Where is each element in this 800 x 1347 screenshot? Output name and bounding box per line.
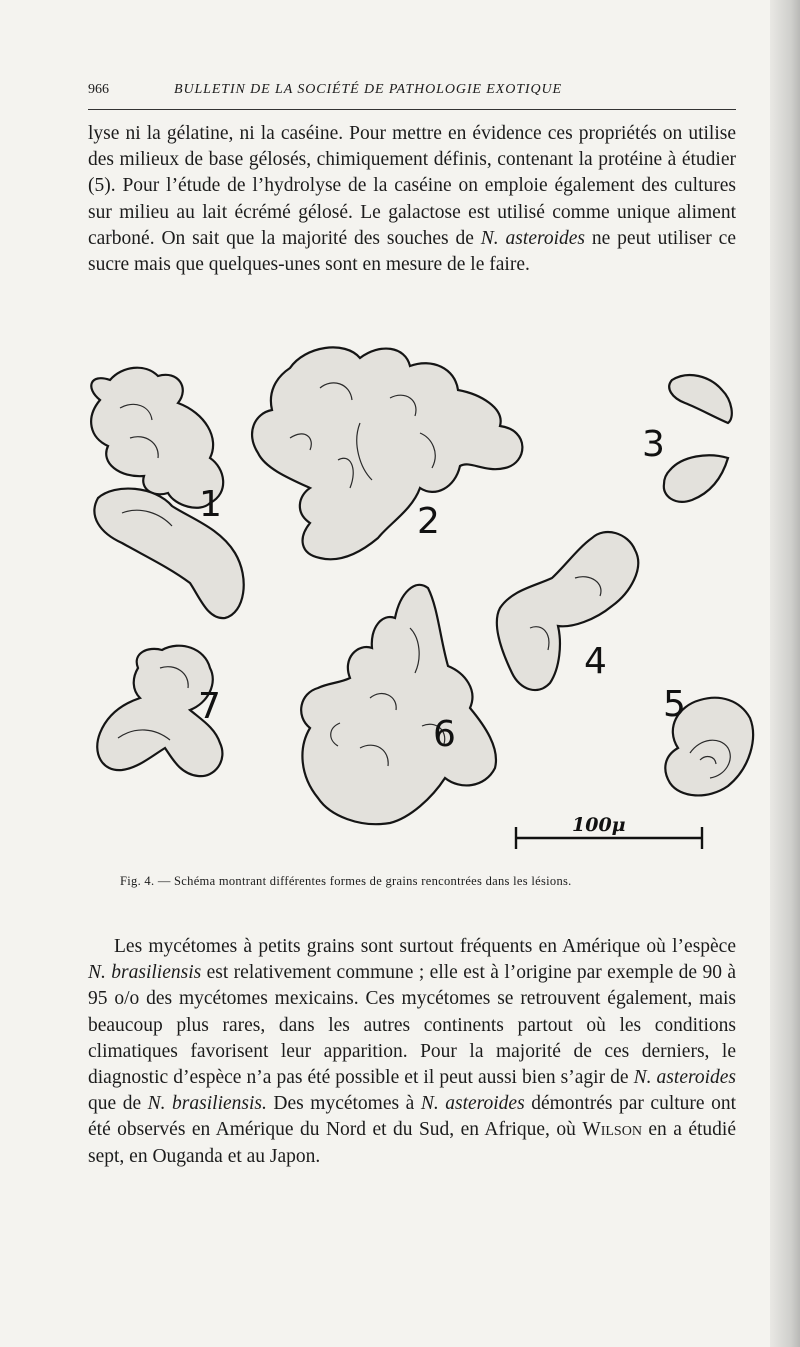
figure-caption: Fig. 4. — Schéma montrant différentes formes de grains rencontrées dans les lésions. bbox=[120, 874, 572, 888]
paragraph-bottom bbox=[88, 934, 736, 1170]
paragraph-top-text bbox=[88, 121, 736, 278]
figure-label-6: 6 bbox=[433, 714, 456, 755]
text-run: Les mycétomes à petits grains sont surtout fréquents en Amérique où l’espèce bbox=[114, 936, 736, 957]
figure-label-1: 1 bbox=[199, 484, 222, 525]
figure-label-4: 4 bbox=[584, 641, 607, 682]
paragraph-top bbox=[88, 121, 736, 278]
grain-4 bbox=[497, 532, 638, 690]
text-run: est relativement commune ; elle est à l’origine par exemple de 90 à 95 o/o des mycétomes mexicains. Ces mycétomes se retrouvent également, mais beaucoup plus rares, dans les autres continents partout où les conditions climatiques favorisent leur apparition. Pour la majorité de ces derniers, le diagnostic d’espèce n’a pas été possible et il peut aussi bien s’agir de bbox=[88, 962, 737, 1089]
figure-label-7: 7 bbox=[198, 686, 221, 727]
grain-2 bbox=[252, 347, 522, 559]
figure-grain-forms bbox=[60, 328, 760, 868]
species-name: N. asteroides bbox=[480, 227, 585, 249]
species-name: N. brasiliensis. bbox=[147, 1093, 267, 1115]
text-run: lyse ni la gélatine, ni la caséine. Pour mettre en évidence ces propriétés on utilise des milieux de base gélosés, chimiquement définis, contenant la protéine à étudier (5). Pour l’étude de l’hydrolyse de la caséine on emploie également des cultures sur milieu au lait écrémé gélosé. Le galactose est utilisé comme unique aliment carboné. On sait que la majorité des souches de bbox=[88, 123, 736, 249]
species-name: N. brasiliensis bbox=[88, 962, 202, 984]
author-name: Wilson bbox=[582, 1119, 642, 1141]
figure-label-3: 3 bbox=[642, 424, 665, 465]
text-run: ne peut utiliser ce sucre mais que quelques-unes sont en mesure de le faire. bbox=[88, 227, 736, 276]
text-run: démontrés par culture ont été observés en Amérique du Nord et du Sud, en Afrique, où bbox=[88, 1093, 737, 1141]
figure-label-2: 2 bbox=[417, 501, 440, 542]
journal-title: BULLETIN DE LA SOCIÉTÉ DE PATHOLOGIE EXOTIQUE bbox=[174, 82, 562, 97]
page-number: 966 bbox=[88, 82, 109, 97]
grain-drawing bbox=[60, 328, 760, 868]
grain-6 bbox=[301, 585, 496, 824]
header-rule bbox=[88, 109, 736, 110]
figure-label-5: 5 bbox=[663, 684, 686, 725]
species-name: N. asteroides bbox=[420, 1093, 525, 1115]
page-edge-shadow bbox=[770, 0, 800, 1347]
text-run: Des mycétomes à bbox=[266, 1093, 421, 1115]
grain-3 bbox=[664, 375, 732, 502]
species-name: N. asteroides bbox=[633, 1067, 736, 1089]
scale-bar bbox=[516, 814, 702, 849]
text-run: en a étudié sept, en Ouganda et au Japon. bbox=[88, 1119, 736, 1167]
text-run: que de bbox=[88, 1093, 148, 1115]
running-head bbox=[88, 78, 736, 102]
scale-bar-label: 100μ bbox=[572, 814, 626, 836]
paragraph-bottom-text bbox=[88, 934, 736, 1170]
